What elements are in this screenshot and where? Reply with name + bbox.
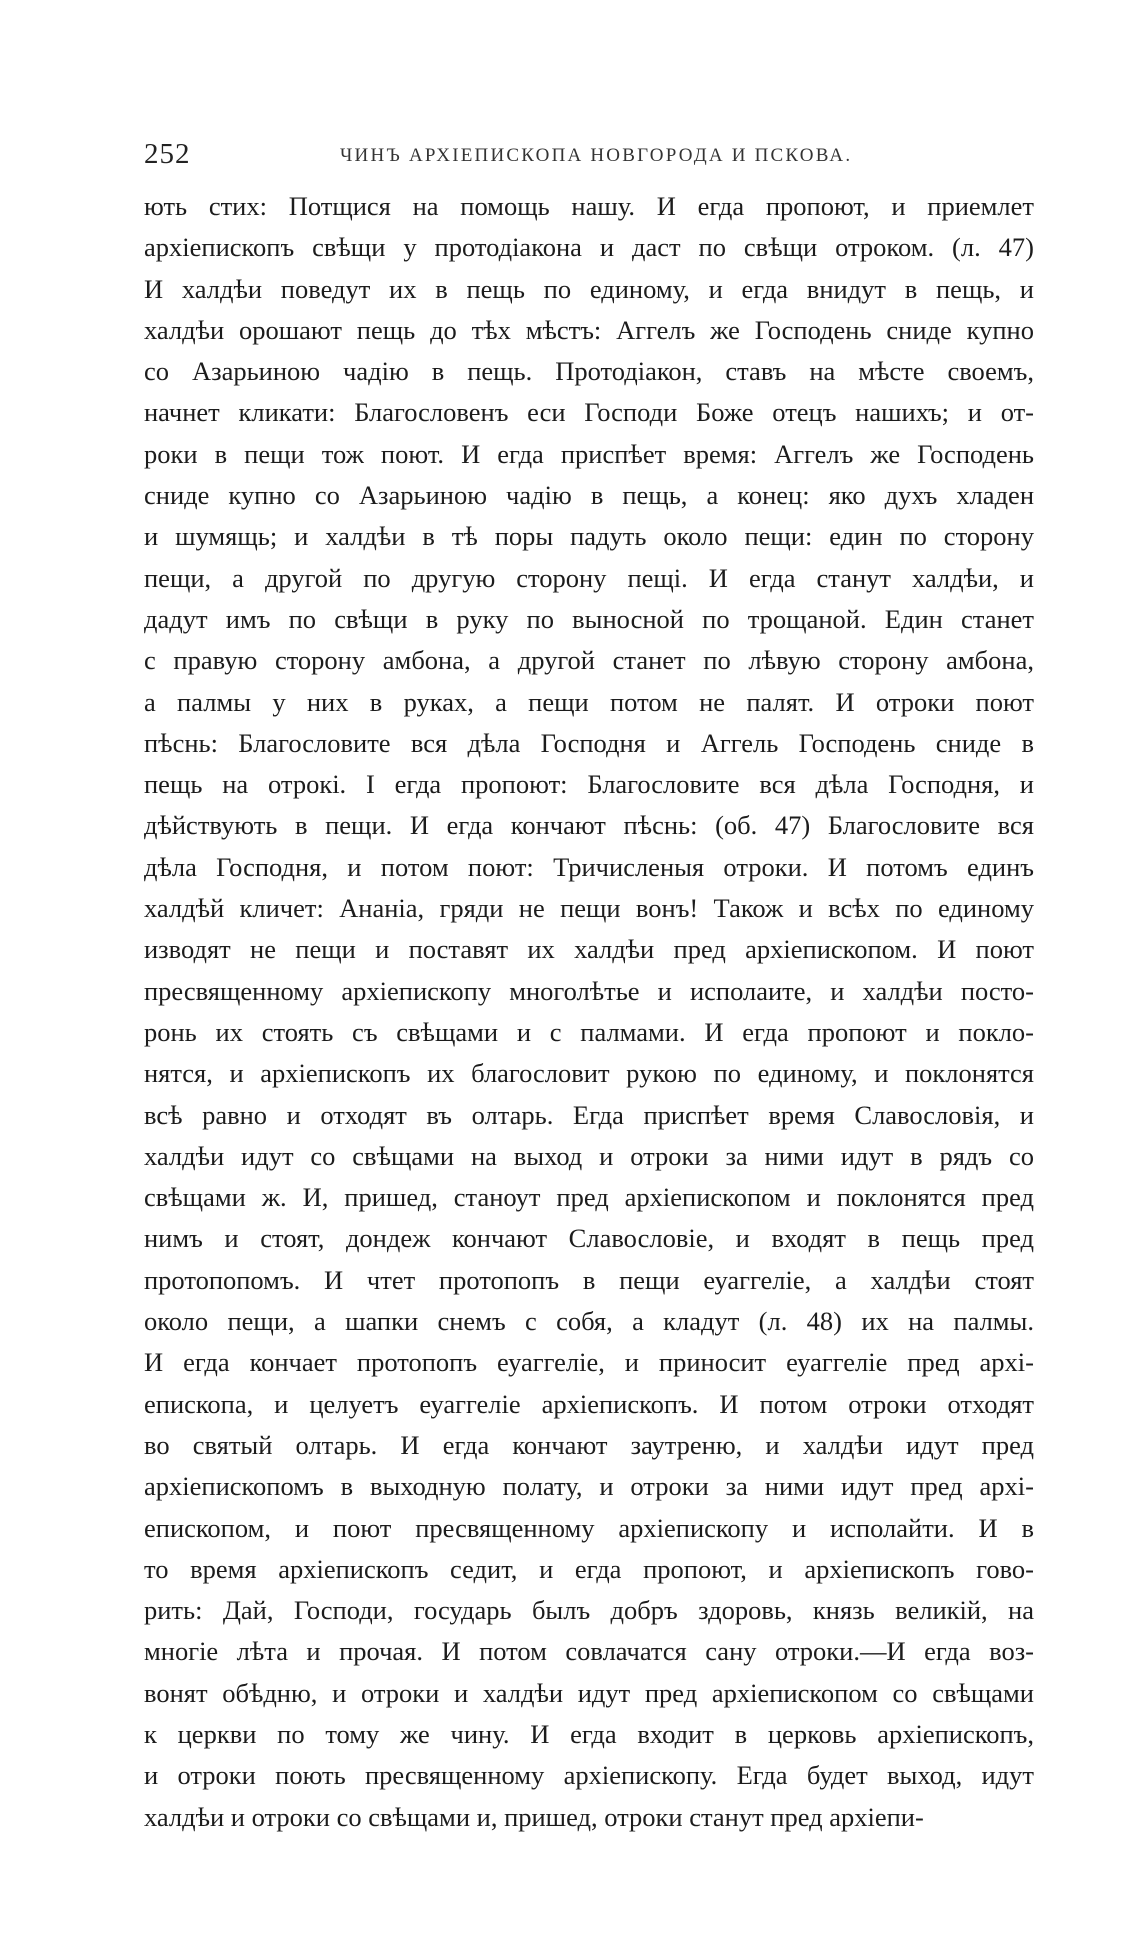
text-line: и отроки поють пресвященному архіепископу. Егда будет выход, идут	[144, 1760, 1034, 1791]
text-line: И халдѣи поведут их в пещь по единому, и егда внидут в пещь, и	[144, 273, 1034, 304]
text-line: и шумящь; и халдѣи в тѣ поры падуть около пещи: един по сторону	[144, 521, 1034, 552]
text-line: пресвященному архіепископу многолѣтье и исполаите, и халдѣи посто-	[144, 975, 1034, 1006]
text-line: халдѣи и отроки со свѣщами и, пришед, отроки станут пред архіепи-	[144, 1801, 924, 1832]
text-line: а палмы у них в руках, а пещи потом не палят. И отроки поют	[144, 686, 1034, 717]
text-line: к церкви по тому же чину. И егда входит в церковь архіепископъ,	[144, 1718, 1034, 1749]
text-line: пещь на отрокі. І егда пропоют: Благословите вся дѣла Господня, и	[144, 769, 1034, 800]
text-line: дѣйствують в пещи. И егда кончают пѣснь: (об. 47) Благословите вся	[144, 810, 1034, 841]
text-line: архіепископомъ в выходную полату, и отроки за ними идут пред архі-	[144, 1471, 1034, 1502]
running-title: ЧИНЪ АРХІЕПИСКОПА НОВГОРОДА И ПСКОВА.	[340, 145, 853, 166]
text-line: изводят не пещи и поставят их халдѣи пред архіепископом. И поют	[144, 934, 1034, 965]
text-line: пѣснь: Благословите вся дѣла Господня и Аггель Господень сниде в	[144, 727, 1034, 758]
text-line: ють стих: Потщися на помощь нашу. И егда пропоют, и приемлет	[144, 191, 1034, 221]
text-line: дадут имъ по свѣщи в руку по выносной по трощаной. Един станет	[144, 603, 1034, 634]
text-line: сниде купно со Азарьиною чадію в пещь, а конец: яко духъ хладен	[144, 480, 1034, 511]
running-head	[144, 138, 1034, 178]
text-line: халдѣи идут со свѣщами на выход и отроки за ними идут в рядъ со	[144, 1140, 1034, 1171]
page-number: 252	[144, 138, 191, 170]
text-line: с правую сторону амбона, а другой станет по лѣвую сторону амбона,	[144, 645, 1034, 676]
text-line: со Азарьиною чадію в пещь. Протодіакон, ставъ на мѣсте своемъ,	[144, 356, 1034, 387]
text-line: рить: Дай, Господи, государь былъ добръ здоровь, князь великій, на	[144, 1595, 1034, 1626]
text-line: нятся, и архіепископъ их благословит рукою по единому, и поклонятся	[144, 1058, 1034, 1089]
text-line: дѣла Господня, и потом поют: Тричисленыя отроки. И потомъ единъ	[144, 851, 1034, 882]
text-line: халдѣи орошают пещь до тѣх мѣстъ: Аггелъ же Господень сниде купно	[144, 314, 1034, 345]
text-line: всѣ равно и отходят въ олтарь. Егда приспѣет время Славословія, и	[144, 1099, 1034, 1130]
text-line: свѣщами ж. И, пришед, станоут пред архіепископом и поклонятся пред	[144, 1182, 1034, 1213]
text-line: ронь их стоять съ свѣщами и с палмами. И егда пропоют и покло-	[144, 1016, 1034, 1047]
text-line: протопопомъ. И чтет протопопъ в пещи еуаггеліе, а халдѣи стоят	[144, 1264, 1034, 1295]
text-line: во святый олтарь. И егда кончают заутреню, и халдѣи идут пред	[144, 1429, 1034, 1460]
text-line: епископом, и поют пресвященному архіепископу и исполайти. И в	[144, 1512, 1034, 1543]
text-line: архіепископъ свѣщи у протодіакона и даст по свѣщи отроком. (л. 47)	[144, 232, 1034, 263]
text-line: нимъ и стоят, дондеж кончают Славословіе, и входят в пещь пред	[144, 1223, 1034, 1254]
text-line: то время архіепископъ седит, и егда пропоют, и архіепископъ гово-	[144, 1553, 1034, 1584]
text-line: начнет кликати: Благословенъ еси Господи Боже отецъ нашихъ; и от-	[144, 397, 1034, 428]
text-line: многіе лѣта и прочая. И потом совлачатся сану отроки.—И егда воз-	[144, 1636, 1034, 1667]
body-text	[144, 186, 1034, 1838]
text-line: епископа, и целуетъ еуаггеліе архіепископъ. И потом отроки отходят	[144, 1388, 1034, 1419]
text-line: около пещи, а шапки снемъ с собя, а кладут (л. 48) их на палмы.	[144, 1306, 1034, 1337]
text-line: роки в пещи тож поют. И егда приспѣет время: Аггелъ же Господень	[144, 438, 1034, 469]
text-line: пещи, а другой по другую сторону пещі. И егда станут халдѣи, и	[144, 562, 1034, 593]
text-line: И егда кончает протопопъ еуаггеліе, и приносит еуаггеліе пред архі-	[144, 1347, 1034, 1378]
text-line: вонят обѣдню, и отроки и халдѣи идут пред архіепископом со свѣщами	[144, 1677, 1034, 1708]
text-line: халдѣй кличет: Ананіа, гряди не пещи вонъ! Також и всѣх по единому	[144, 893, 1034, 924]
